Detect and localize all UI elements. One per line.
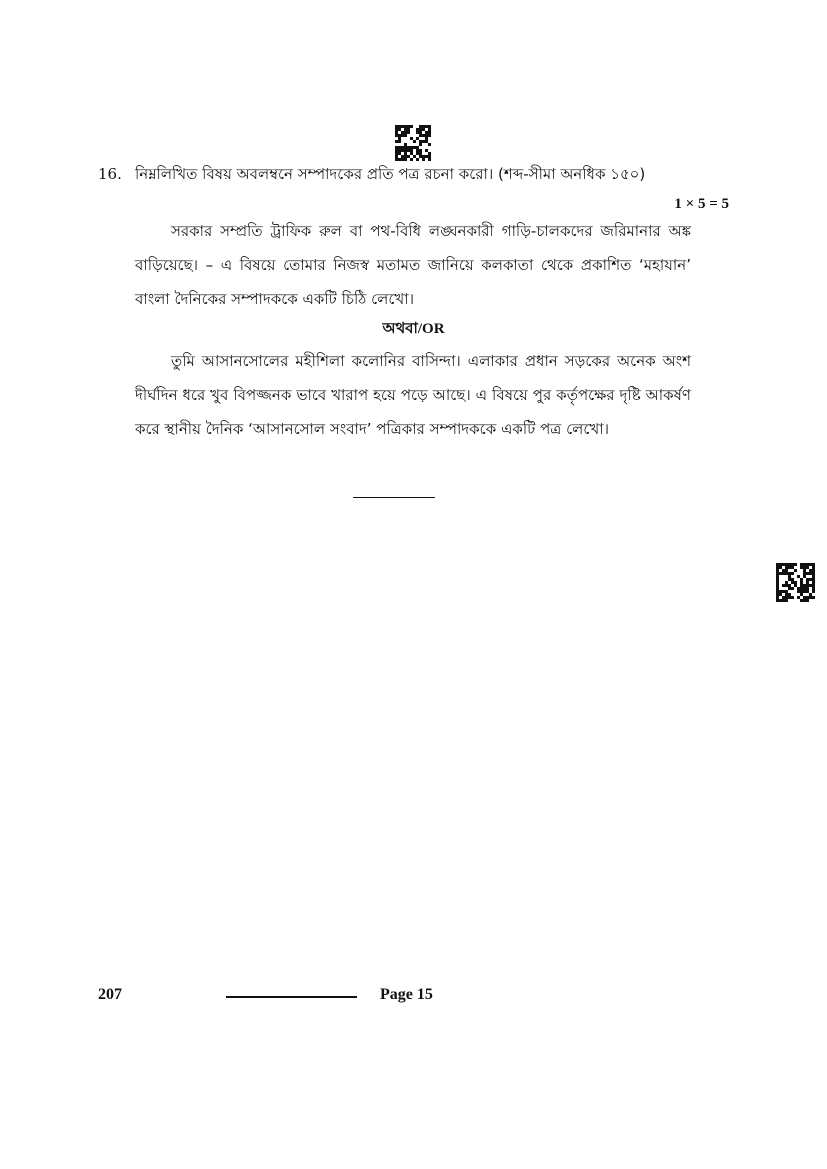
option-a-text: সরকার সম্প্রতি ট্রাফিক রুল বা পথ-বিধি লঙ্ঘনকারী গাড়ি-চালকদের জরিমানার অঙ্ক বাড়িয়েছে। – এ বিষয়ে তোমার নিজস্ব মতামত জানিয়ে কলকাতা থেকে প্রকাশিত ‘মহাযান’ বাংলা দৈনিকের সম্পাদককে একটি চিঠি লেখো। [135, 222, 691, 308]
marks-allocation: 1 × 5 = 5 [674, 196, 729, 212]
paper-code: 207 [98, 986, 122, 1003]
footer-rule [226, 996, 357, 998]
or-separator [0, 317, 827, 342]
option-b-text: তুমি আসানসোলের মহীশিলা কলোনির বাসিন্দা। এলাকার প্রধান সড়কের অনেক অংশ দীর্ঘদিন ধরে খুব বিপজ্জনক ভাবে খারাপ হয়ে পড়ে আছে। এ বিষয়ে পুর কর্তৃপক্ষের দৃষ্টি আকর্ষণ করে স্থানীয় দৈনিক ‘আসানসোল সংবাদ’ পত্রিকার সম্পাদককে একটি পত্র লেখো। [135, 352, 691, 438]
qr-code-top [395, 125, 431, 161]
qr-code-side [776, 563, 815, 602]
option-a-paragraph [135, 214, 691, 316]
question-heading: নিম্নলিখিত বিষয় অবলম্বনে সম্পাদকের প্রতি পত্র রচনা করো। (শব্দ-সীমা অনধিক ১৫০) [135, 165, 646, 183]
end-of-question-rule [353, 497, 435, 498]
page-number: Page 15 [380, 986, 433, 1003]
option-b-paragraph [135, 344, 691, 446]
or-label-en: OR [422, 321, 445, 337]
or-label-bn: অথবা/ [382, 321, 423, 337]
question-number: 16. [98, 165, 122, 183]
